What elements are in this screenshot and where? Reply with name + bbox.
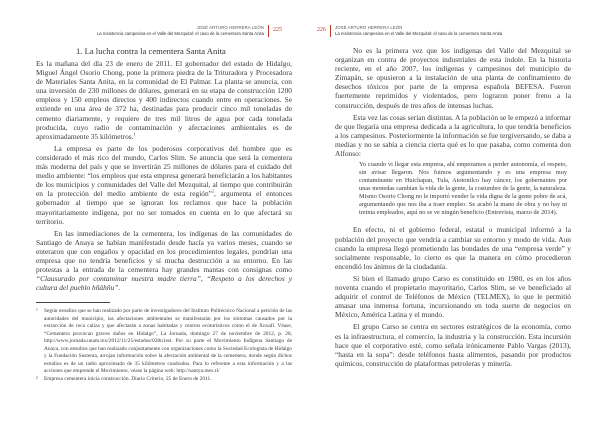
paragraph: Esta vez las cosas serían distintas. A la población se le empezó a informar de que llegaría una empresa dedicada a la agricultura, lo que tendría beneficios a los campesinos. Posteriormente la información se fue tergiversando, se daba a medias y no se sabía a ciencia cierta qué es lo que pasaba, como comenta don Alfonso: bbox=[335, 112, 571, 159]
running-header-title: La resistencia campesina en el Valle del Mezquital: el caso de la cementera Santa Anita bbox=[96, 31, 264, 36]
right-page bbox=[300, 0, 600, 440]
section-heading: 1. La lucha contra la cementera Santa Anita bbox=[76, 46, 226, 56]
header-divider bbox=[268, 25, 269, 37]
paragraph: No es la primera vez que los indígenas del Valle del Mezquital se organizan en contra de proyectos industriales de esta índole. En la historia reciente, en el año 2007, los indígenas y campesinos del municipio de Zimapán, se opusieron a la instalación de una planta de confinamiento de desechos tóxicos por parte de la empresa española BEFESA. Fueron fuertemente reprimidos y violentados, pero lograron poner freno a la construcción, después de tres años de intensas luchas. bbox=[335, 46, 571, 110]
header-divider bbox=[330, 25, 331, 37]
paragraph: Si bien el llamado grupo Carso es constituido en 1980, es en los años noventa cuando el propietario mayoritario, Carlos Slim, se ve beneficiado al adquirir el control de Teléfonos de México (TELMEX), lo que le permitió amasar una inmensa fortuna, incursionando en toda suerte de negocios en México, América Latina y el mundo. bbox=[335, 273, 571, 320]
running-header-title: La resistencia campesina en el Valle del Mezquital: el caso de la cementera Santa Anita bbox=[335, 31, 503, 36]
footnote-ref[interactable]: 1 bbox=[133, 131, 136, 137]
page-number: 226 bbox=[317, 27, 326, 33]
paragraph: La empresa es parte de los poderosos corporativos del hombre que es considerado el más rico del mundo, Carlos Slim. Se anuncia que será la cementera más moderna del país y que se invertirán 25 millones de dólares para el cuidado del medio ambiente: “los empleos que esta empresa generará beneficiarán a los habitantes de los municipios y comunidades del Valle del Mezquital, al tiempo que contribuirán en la protección del medio ambiente de esta región”$^2$, argumenta el entonces gobernador al tiempo que se ignoran los reclamos que hace la población mayoritariamente indígena, por no ser tomados en cuenta en lo que afectará su territorio. bbox=[36, 143, 293, 226]
footnote: 2 Empresa cementera inicia construcción. Diario Criterio, 25 de Enero de 2011. bbox=[36, 376, 212, 382]
body-text bbox=[36, 59, 292, 295]
running-header-author: JOSÉ ARTURO HERRERA LEÓN bbox=[335, 25, 403, 30]
page-number: 225 bbox=[273, 27, 282, 33]
paragraph: El grupo Carso se centra en sectores estratégicos de la economía, como es la infraestructura, el comercio, la industria y la construcción. Esta incursión hace que el corporativo esté, como señala irónicamente Pablo Vargas (2013), “hasta en la sopa”: desde teléfonos hasta alimentos, pasando por productos químicos, construcción de plataformas petroleras y minería. bbox=[335, 322, 571, 368]
footnote-ref[interactable]: 2 bbox=[211, 188, 214, 194]
body-text bbox=[335, 46, 571, 371]
interview-quote: Yo cuando vi llegar esta empresa, ahí empezamos a perder autonomía, el respeto, sin avisar llegaron. Nos fuimos argumentando y es una empresa muy contaminante en Huichapan, Tula, Atotonilco hay cáncer, los gobernantes por unas monedas cambian la vida de la gente, la costumbre de la gente, la naturaleza. Mismo Osorio Chong no le importó vender la vida digna de la gente pobre de acá, argumentando que nos iba a traer empleo. Se acabó la mano de obra y no hay ni treinta empleados, aquí no se ve ningún beneficio (Entrevista, marzo de 2014). bbox=[359, 161, 567, 216]
paragraph: En efecto, ni el gobierno federal, estatal o municipal informó a la población del proyecto que vendría a cambiar su entorno y modo de vida. Aun cuando la empresa llegó prometiendo las bondades de una “empresa verde” y socialmente responsable, lo cierto es que la manera en cómo procedieron encendió los ánimos de la ciudadanía. bbox=[335, 225, 571, 271]
running-header-author: JOSÉ ARTURO HERRERA LEÓN bbox=[196, 25, 264, 30]
footnote: 1 Según estudios que se han realizado por parte de investigadores del Instituto Politécnico Nacional a petición de las autoridades del municipio, las afectaciones ambientales se manifestarán por los síntomas causados por la extracción de roca caliza y que afectarán a zonas habitadas y centros ecoturísticos como el de Xoxafí. Véase, “Cementera provocan graves daños en Hidalgo”, La Jornada, domingo 27 de noviembre de 2012, p. 28, http://www.jornada.unam.mx/2012/11/25/estados/028n1est. Por su parte el Movimiento Indígena Santiago de Anaya, con estudios que han realizado conjuntamente con organizaciones como la Sociedad Ecologista de Hidalgo y la Fundación Sustenta, arrojan información sobre la afectación ambiental de la cementera, donde según dichos estudios es de un radio aproximado de 35 kilómetros cuadrados. Para lo referente a esta información y a las acciones que emprende el Movimiento, véase la página web: http://santya.mex.tl/ bbox=[36, 308, 292, 374]
paragraph: En las inmediaciones de la cementera, los indígenas de las comunidades de Santiago de Anaya se habían manifestado desde hacía ya varios meses, cuando se enteraron que con engaños y opacidad en los procedimientos legales, pondrían una empresa que no tendría beneficios y sí mucha destrucción a su entorno. En las protestas a la entrada de la cementera hay grandes mantas con consignas como “Clausurado por contaminar nuestra madre tierra”, “Respeto a los derechos y cultura del pueblo hñähñu”. bbox=[36, 228, 292, 293]
slogan-quote: “Respeto a los derechos y cultura del pueblo hñähñu”. bbox=[36, 274, 292, 293]
slogan-quote: “Clausurado por contaminar nuestra madre tierra”, bbox=[36, 274, 203, 284]
footnote-rule bbox=[36, 302, 110, 303]
paragraph: Es la mañana del día 23 de enero de 2011. El gobernador del estado de Hidalgo, Miguel Ángel Osorio Chong, pone la primera piedra de la Trituradora y Procesadora de Materiales Santa Anita, en la comunidad de El Palmar. La planta se anuncia, con una inversión de 230 millones de dólares, generará en su etapa de construcción 1200 empleos y 150 empleos directos y 400 indirectos cuando entre en operaciones. Se extiende en una área de 372 ha, destinadas para producir cinco mil toneladas de cemento diariamente, y requiere de tres mil litros de agua por cada tonelada producida, cuyo radio de contaminación y afectaciones ambientales es de aproximadamente 35 kilómetros.$^1$ bbox=[36, 59, 292, 141]
footnotes bbox=[36, 308, 292, 384]
